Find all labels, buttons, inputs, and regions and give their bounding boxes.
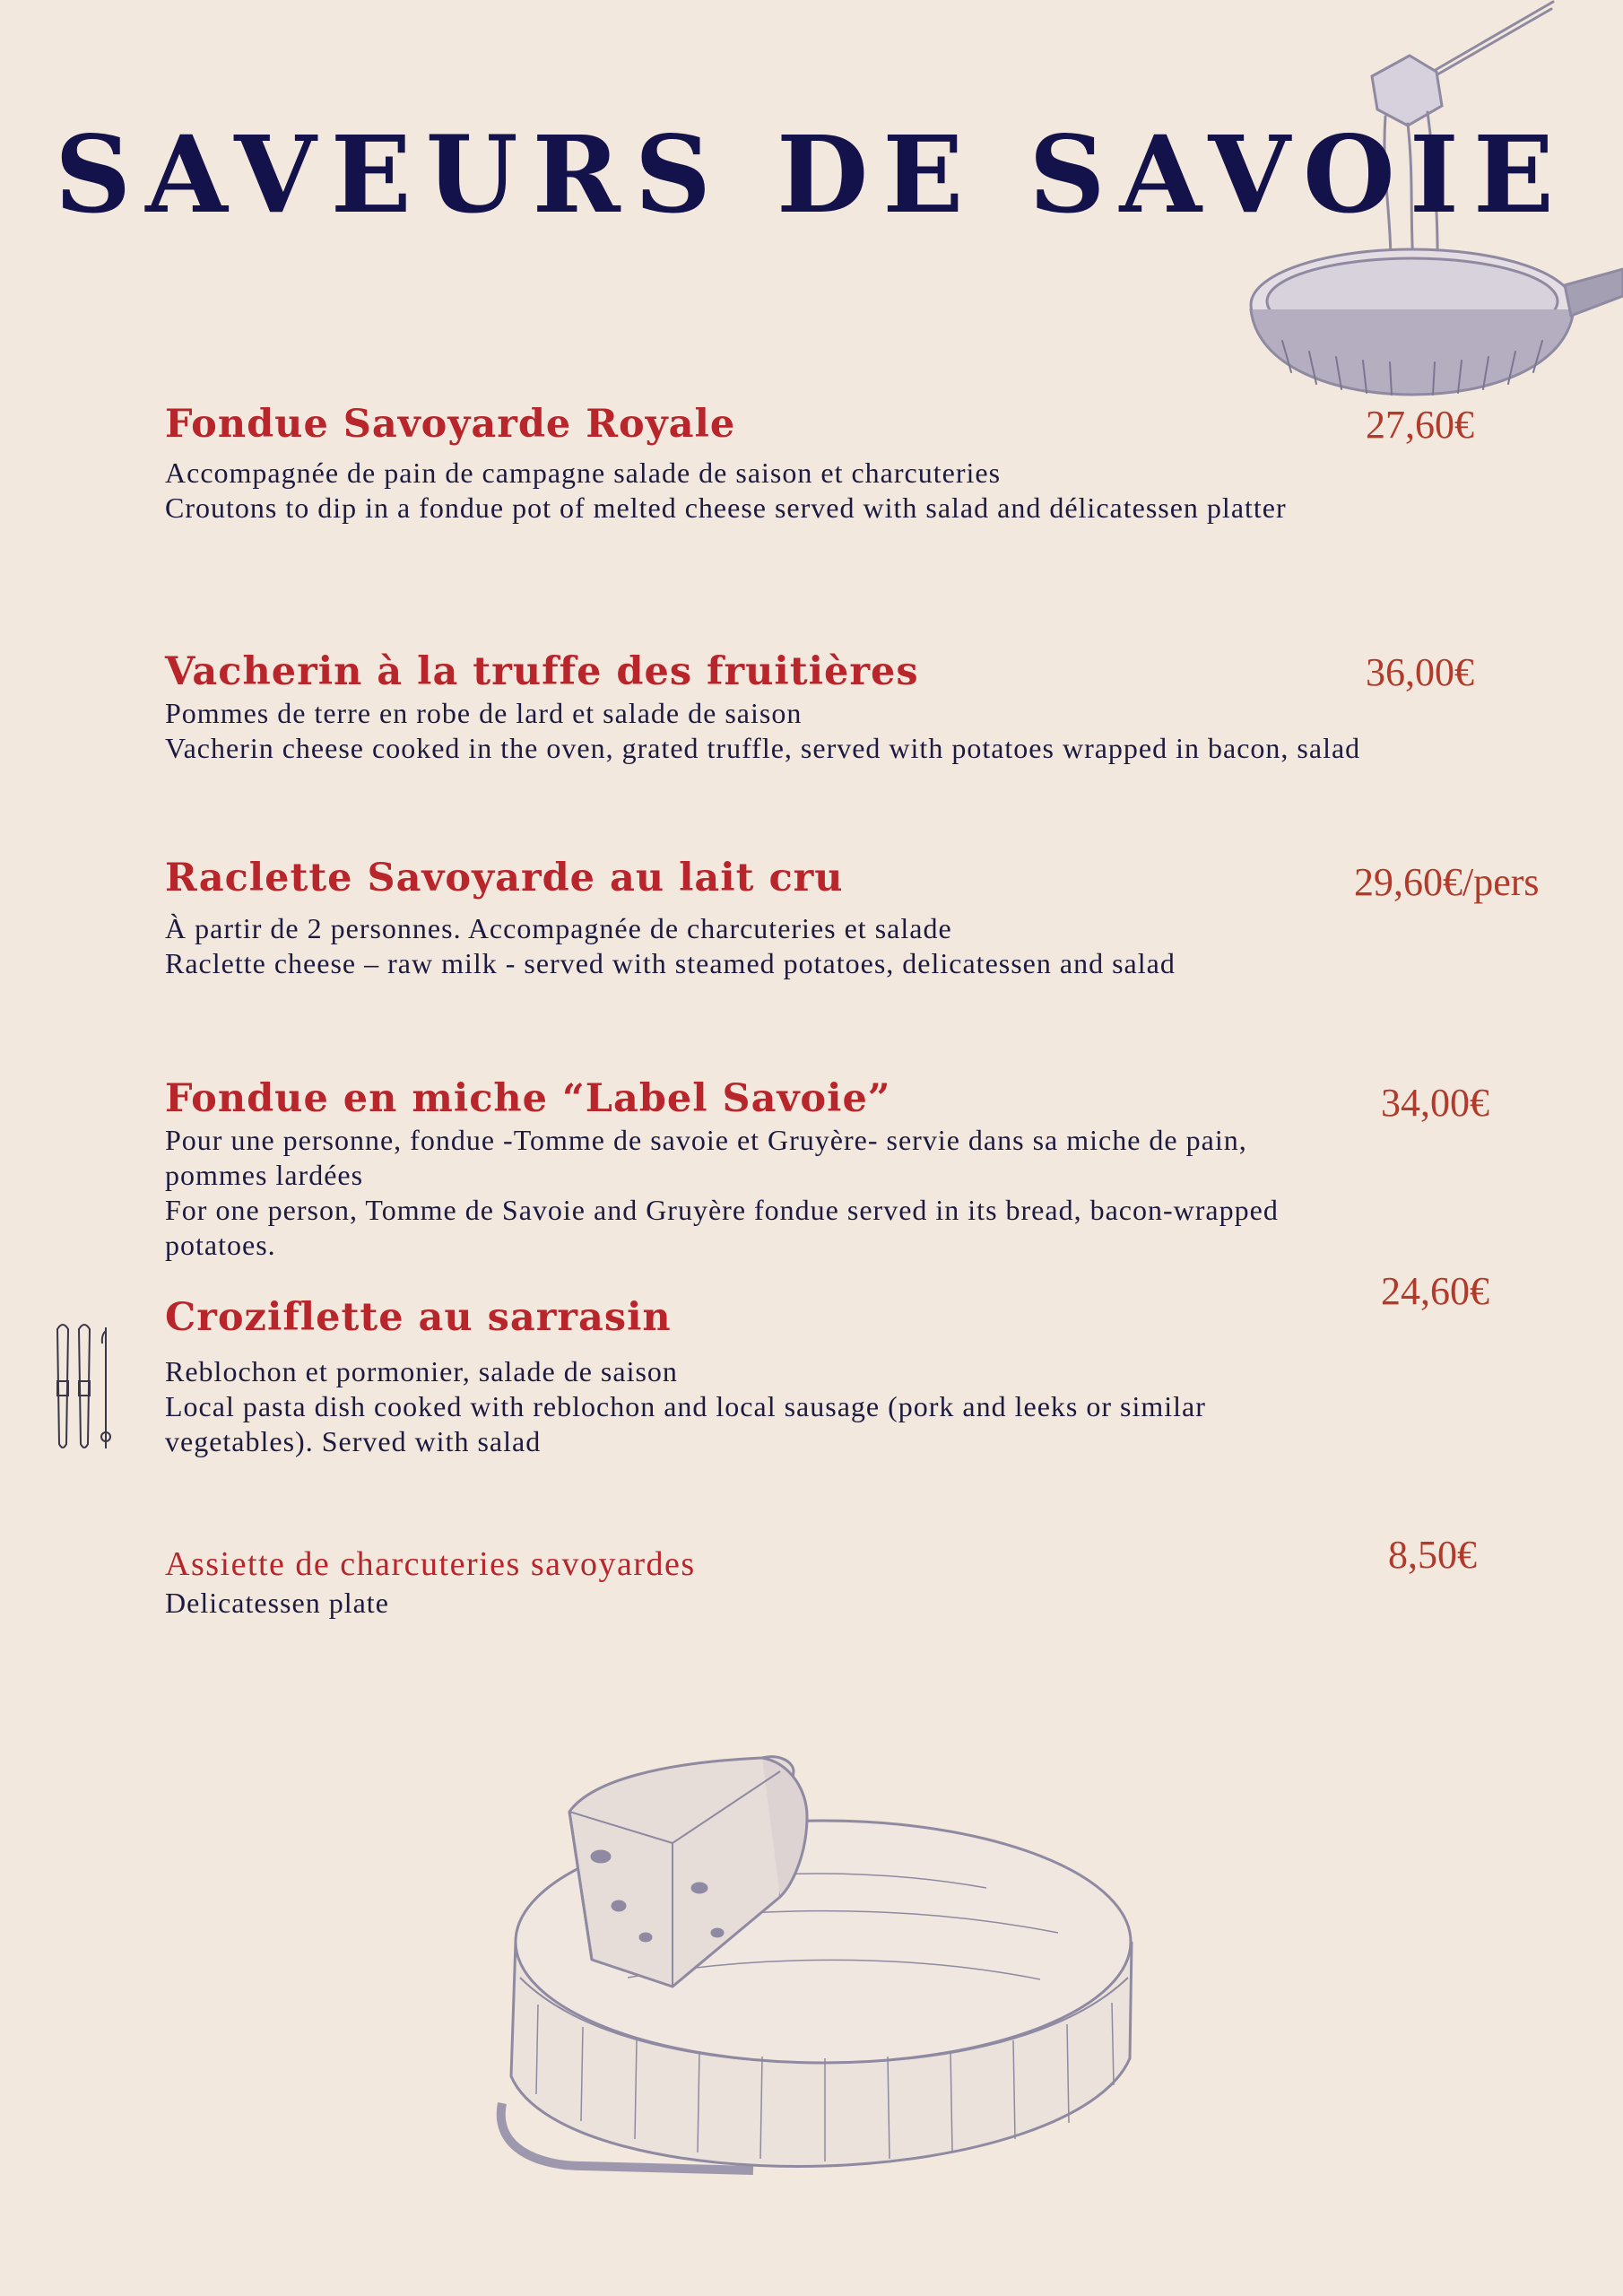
- menu-item-fondue-miche: [165, 1076, 1564, 1263]
- item-description-fr: Pommes de terre en robe de lard et salade de saison: [165, 696, 803, 729]
- menu-item-fondue-royale: [165, 402, 1564, 526]
- item-description-line: Local pasta dish cooked with reblochon and local sausage (pork and leeks or similar: [165, 1389, 1206, 1422]
- item-price: 29,60€/pers: [1354, 860, 1540, 904]
- item-name: Vacherin à la truffe des fruitières: [165, 649, 919, 694]
- item-price: 34,00€: [1381, 1081, 1489, 1125]
- item-price: 24,60€: [1381, 1269, 1489, 1313]
- menu-item-croziflette: [165, 1295, 1564, 1459]
- menu-item-vacherin: [165, 649, 1564, 766]
- item-description-line: Reblochon et pormonier, salade de saison: [165, 1354, 678, 1387]
- item-price: 36,00€: [1366, 650, 1474, 694]
- item-name: Fondue Savoyarde Royale: [165, 402, 736, 447]
- item-description-en: Vacherin cheese cooked in the oven, grated truffle, served with potatoes wrapped in bacon, salad: [165, 731, 1361, 764]
- item-price: 8,50€: [1388, 1533, 1477, 1577]
- skis-icon: [49, 1318, 121, 1453]
- item-name: Fondue en miche “Label Savoie”: [165, 1076, 891, 1121]
- item-name: Raclette Savoyarde au lait cru: [165, 856, 844, 900]
- item-description-line: Pour une personne, fondue -Tomme de savoie et Gruyère- servie dans sa miche de pain,: [165, 1123, 1247, 1156]
- item-description-line: potatoes.: [165, 1228, 276, 1261]
- item-description-en: Raclette cheese – raw milk - served with steamed potatoes, delicatessen and salad: [165, 946, 1176, 979]
- item-description-en: Delicatessen plate: [165, 1586, 389, 1619]
- item-description-line: pommes lardées: [165, 1158, 364, 1191]
- item-name: Assiette de charcuteries savoyardes: [165, 1545, 696, 1583]
- menu-item-charcuteries: [165, 1544, 1564, 1621]
- item-description-fr: À partir de 2 personnes. Accompagnée de charcuteries et salade: [165, 911, 952, 944]
- cheese-wheel-icon: [484, 1718, 1157, 2184]
- item-description-en: Croutons to dip in a fondue pot of melted cheese served with salad and délicatessen platter: [165, 491, 1287, 524]
- item-price: 27,60€: [1366, 403, 1474, 447]
- item-name: Croziflette au sarrasin: [165, 1295, 672, 1340]
- item-description-line: For one person, Tomme de Savoie and Gruyère fondue served in its bread, bacon-wrapped: [165, 1193, 1279, 1226]
- item-description-fr: Accompagnée de pain de campagne salade de saison et charcuteries: [165, 456, 1002, 489]
- menu-title: SAVEURS DE SAVOIE: [55, 112, 1568, 237]
- item-description-line: vegetables). Served with salad: [165, 1424, 542, 1457]
